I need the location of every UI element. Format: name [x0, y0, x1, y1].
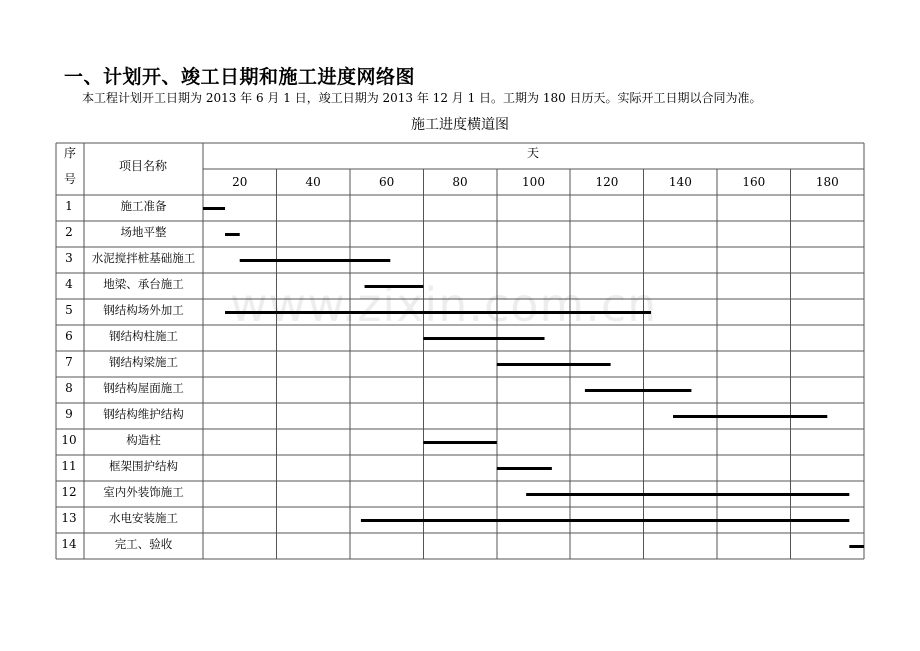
watermark: www.zixin.com.cn — [230, 278, 658, 332]
task-name: 水电安装施工 — [109, 511, 178, 525]
task-rows — [61, 199, 195, 551]
task-name: 场地平整 — [120, 225, 167, 239]
task-name: 钢结构场外加工 — [103, 303, 184, 317]
task-name: 钢结构屋面施工 — [103, 381, 184, 395]
day-tick-label: 180 — [815, 175, 839, 189]
task-seq: 3 — [65, 251, 73, 265]
section-heading: 一、计划开、竣工日期和施工进度网络图 — [64, 66, 416, 88]
col-days-header: 天 — [526, 146, 540, 160]
task-bar — [585, 389, 691, 392]
task-bar — [526, 493, 849, 496]
task-seq: 14 — [61, 537, 77, 551]
task-seq: 5 — [65, 303, 73, 317]
task-name: 框架围护结构 — [109, 459, 178, 473]
day-tick-label: 120 — [595, 175, 619, 189]
day-tick-label: 60 — [378, 175, 395, 189]
chart-caption: 施工进度横道图 — [411, 117, 509, 133]
day-tick-label: 40 — [305, 175, 321, 189]
task-seq: 8 — [65, 381, 73, 395]
task-bar — [225, 311, 651, 314]
task-name: 施工准备 — [120, 199, 167, 213]
day-tick-label: 160 — [742, 175, 766, 189]
task-bar — [423, 337, 544, 340]
task-bar — [423, 441, 496, 444]
task-seq: 11 — [61, 459, 77, 473]
task-bar — [365, 285, 424, 288]
task-seq: 7 — [65, 355, 73, 369]
task-bar — [240, 259, 391, 262]
day-tick-label: 80 — [452, 175, 468, 189]
day-tick-label: 140 — [668, 175, 692, 189]
col-seq-header-top: 序 — [63, 146, 77, 160]
task-seq: 10 — [61, 433, 77, 447]
task-bar — [361, 519, 849, 522]
day-tick-label: 20 — [232, 175, 248, 189]
task-seq: 4 — [65, 277, 73, 291]
task-seq: 1 — [65, 199, 73, 213]
task-name: 完工、验收 — [114, 537, 173, 551]
task-seq: 12 — [61, 485, 77, 499]
task-seq: 6 — [65, 329, 73, 343]
task-name: 构造柱 — [126, 433, 161, 447]
task-bar — [673, 415, 827, 418]
task-bar — [497, 467, 552, 470]
task-name: 室内外装饰施工 — [103, 485, 184, 499]
task-name: 钢结构维护结构 — [103, 407, 184, 421]
task-name: 钢结构柱施工 — [109, 329, 178, 343]
task-bar — [225, 233, 240, 236]
task-bar — [497, 363, 611, 366]
task-name: 钢结构梁施工 — [109, 355, 178, 369]
task-bar — [203, 207, 225, 210]
task-name: 水泥搅拌桩基础施工 — [91, 251, 196, 265]
day-tick-labels — [232, 175, 839, 189]
schedule-paragraph: 本工程计划开工日期为 2013 年 6 月 1 日，竣工日期为 2013 年 12 月 1 日。工期为 180 日历天。实际开工日期以合同为准。 — [82, 91, 762, 105]
task-bar — [849, 545, 864, 548]
task-name: 地梁、承台施工 — [103, 277, 184, 291]
task-seq: 9 — [65, 407, 73, 421]
col-name-header: 项目名称 — [118, 159, 168, 173]
col-seq-header-bottom: 号 — [63, 172, 77, 186]
task-seq: 13 — [61, 511, 77, 525]
day-tick-label: 100 — [522, 175, 545, 189]
task-seq: 2 — [65, 225, 73, 239]
